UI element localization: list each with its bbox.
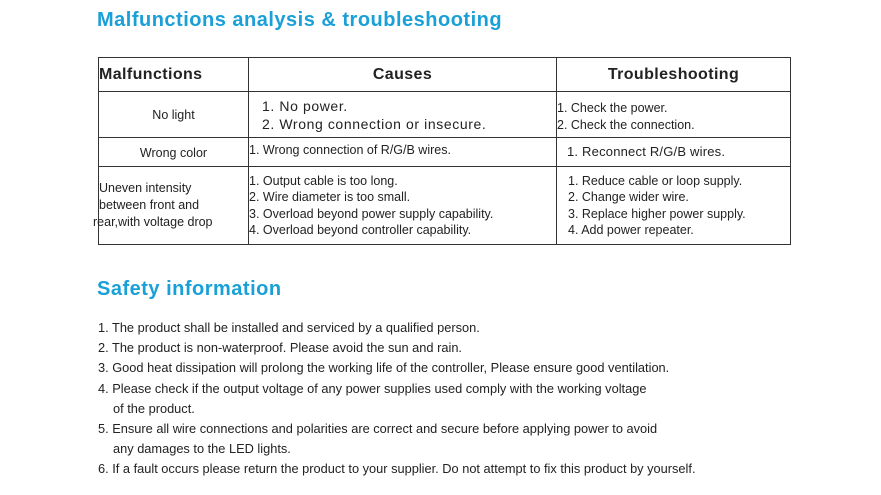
list-item — [98, 419, 798, 459]
safety-text: 4. Please check if the output voltage of any power supplies used comply with the working voltage — [98, 380, 647, 396]
malfunction-cell — [99, 92, 249, 138]
list-item — [98, 379, 798, 419]
list-item — [98, 318, 798, 338]
safety-text: 5. Ensure all wire connections and polarities are correct and secure before applying power to avoid — [98, 421, 658, 437]
malfunction-text: No light — [152, 107, 195, 122]
fix-text: 1. Check the power. — [557, 101, 668, 115]
fix-text: 2. Check the connection. — [557, 117, 695, 132]
malfunction-text: rear,with voltage drop — [93, 215, 213, 229]
safety-text-continued: any damages to the LED lights. — [113, 441, 291, 457]
table-row — [99, 138, 791, 167]
malfunction-cell — [99, 138, 249, 167]
safety-text: 2. The product is non-waterproof. Please avoid the sun and rain. — [98, 340, 462, 356]
safety-text: 3. Good heat dissipation will prolong the working life of the controller, Please ensure good ventilation. — [98, 360, 670, 376]
fix-text: 2. Change wider wire. — [568, 190, 689, 204]
safety-text: 6. If a fault occurs please return the product to your supplier. Do not attempt to fix this product by yourself. — [98, 461, 696, 477]
malfunction-text: between front and — [99, 198, 200, 212]
cause-text: 2. Wrong connection or insecure. — [262, 115, 487, 132]
malfunctions-title: Malfunctions analysis & troubleshooting — [97, 9, 503, 31]
cause-text: 1. No power. — [262, 97, 348, 114]
causes-cell — [249, 138, 557, 167]
table-row — [99, 167, 791, 245]
safety-text-continued: of the product. — [113, 400, 195, 416]
malfunction-text: Uneven intensity — [99, 181, 192, 195]
header-malfunctions: Malfunctions — [99, 58, 249, 92]
cause-text: 3. Overload beyond power supply capability. — [249, 206, 494, 221]
cause-text: 4. Overload beyond controller capability. — [249, 223, 472, 237]
causes-cell — [249, 92, 557, 138]
cause-text: 2. Wire diameter is too small. — [249, 190, 411, 204]
list-item — [98, 459, 798, 479]
causes-cell — [249, 167, 557, 245]
list-item — [98, 338, 798, 358]
cause-text: 1. Wrong connection of R/G/B wires. — [249, 142, 451, 157]
header-causes: Causes — [249, 58, 557, 92]
fix-text: 3. Replace higher power supply. — [568, 206, 746, 221]
malfunction-text: Wrong color — [139, 146, 208, 160]
list-item — [98, 358, 798, 378]
safety-list — [98, 318, 798, 480]
table-row — [99, 92, 791, 138]
fix-text: 4. Add power repeater. — [568, 223, 694, 237]
troubleshooting-cell — [557, 167, 791, 245]
header-troubleshooting: Troubleshooting — [557, 58, 791, 92]
troubleshooting-cell — [557, 138, 791, 167]
safety-title: Safety information — [97, 278, 282, 300]
fix-text: 1. Reconnect R/G/B wires. — [567, 143, 726, 159]
cause-text: 1. Output cable is too long. — [249, 173, 398, 188]
fix-text: 1. Reduce cable or loop supply. — [568, 173, 743, 188]
troubleshooting-cell — [557, 92, 791, 138]
safety-text: 1. The product shall be installed and serviced by a qualified person. — [98, 320, 480, 335]
table-header-row — [99, 58, 791, 92]
malfunction-cell — [93, 167, 249, 245]
troubleshooting-table — [93, 57, 791, 245]
